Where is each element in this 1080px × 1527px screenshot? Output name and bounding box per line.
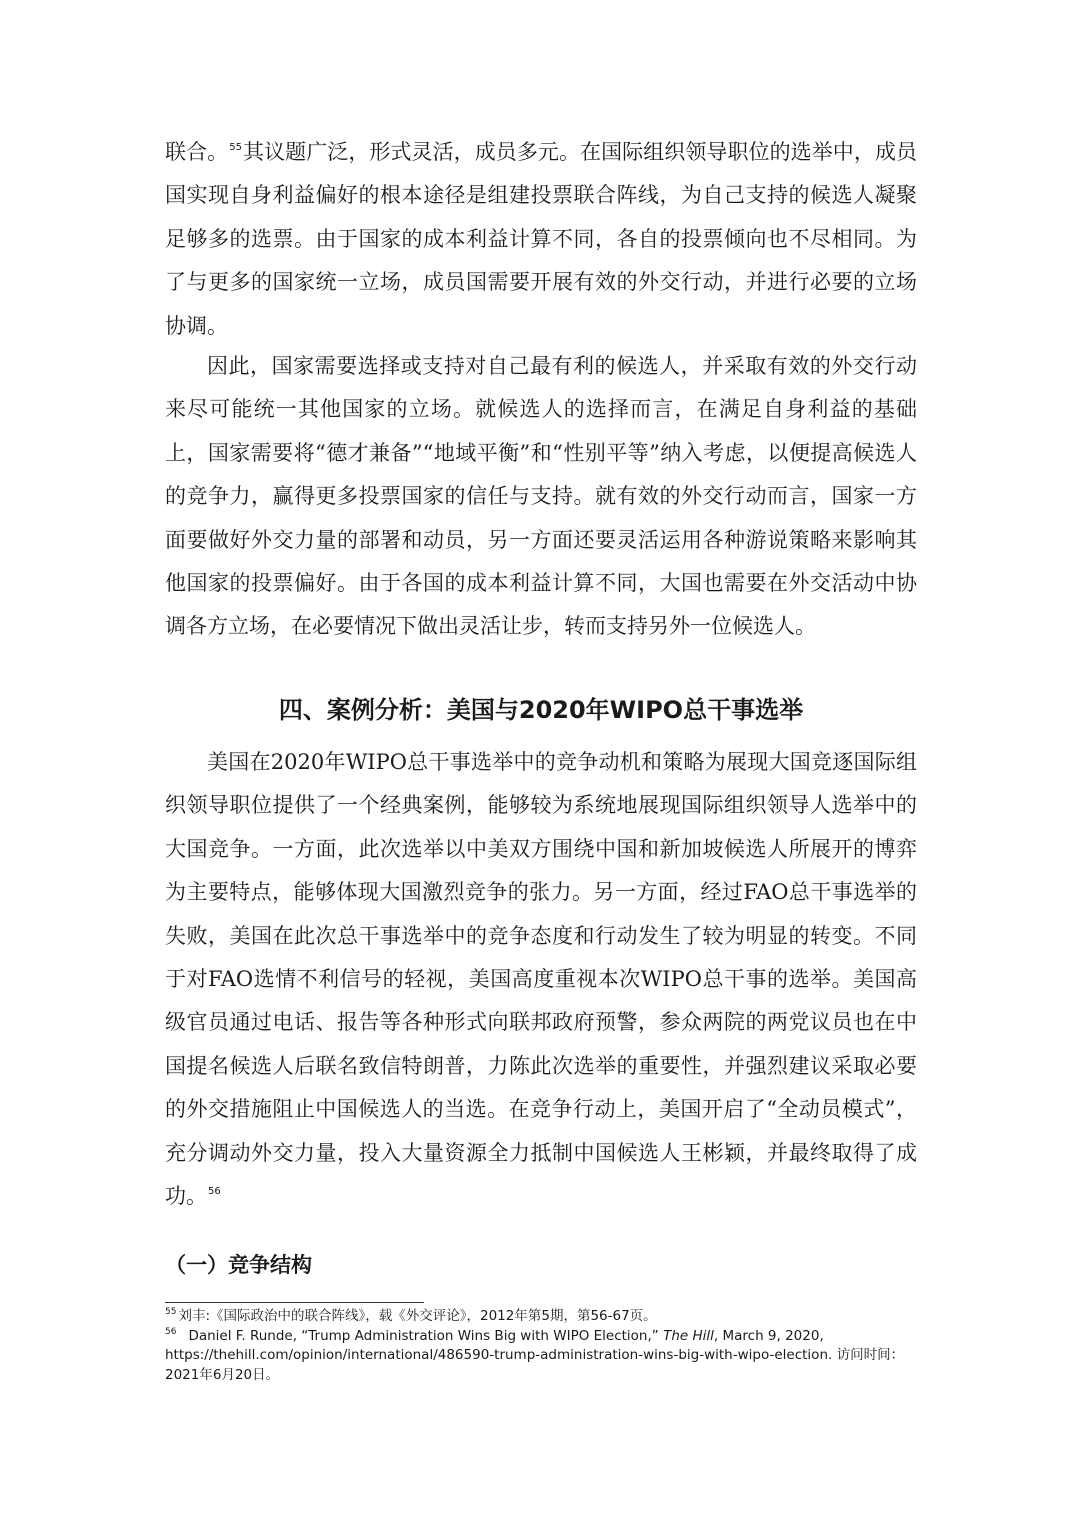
footnote-56-date: , March 9, 2020, bbox=[713, 1327, 824, 1344]
footnote-separator bbox=[165, 1302, 424, 1303]
footnote-56-author-title: Daniel F. Runde, “Trump Administration Wins Big with WIPO Election,” bbox=[188, 1327, 664, 1344]
footnote-ref-56[interactable]: 56 bbox=[208, 1186, 221, 1198]
footnote-marker-55: 55 bbox=[165, 1307, 177, 1317]
footnote-55 bbox=[165, 1307, 925, 1327]
footnote-56-publication: The Hill bbox=[663, 1327, 714, 1344]
paragraph-1-rest: 其议题广泛，形式灵活，成员多元。在国际组织领导职位的选举中，成员国实现自身利益偏好的根本途径是组建投票联合阵线，为自己支持的候选人凝聚足够多的选票。由于国家的成本利益计算不同，各自的投票倾向也不尽相同。为了与更多的国家统一立场，成员国需要开展有效的外交行动，并进行必要的立场协调。 bbox=[165, 140, 918, 338]
footnote-55-text: 刘丰:《国际政治中的联合阵线》，载《外交评论》，2012年第5期，第56-67页。 bbox=[178, 1308, 657, 1324]
body-paragraph-2: 因此，国家需要选择或支持对自己最有利的候选人，并采取有效的外交行动来尽可能统一其他国家的立场。就候选人的选择而言，在满足自身利益的基础上，国家需要将“德才兼备”“地域平衡”和“性别平等”纳入考虑，以便提高候选人的竞争力，赢得更多投票国家的信任与支持。就有效的外交行动而言，国家一方面要做好外交力量的部署和动员，另一方面还要灵活运用各种游说策略来影响其他国家的投票偏好。由于各国的成本利益计算不同，大国也需要在外交活动中协调各方立场，在必要情况下做出灵活让步，转而支持另外一位候选人。 bbox=[165, 354, 917, 639]
footnotes bbox=[165, 1307, 925, 1385]
footnote-marker-56: 56 bbox=[165, 1326, 177, 1337]
footnote-56-url-link[interactable]: https://thehill.com/opinion/international/486590-trump-administration-wins-big-with-wipo-election. bbox=[165, 1347, 833, 1363]
body-paragraph-1 bbox=[165, 131, 917, 348]
body-paragraph-3 bbox=[165, 741, 917, 1218]
paragraph-3-text: 美国在2020年WIPO总干事选举中的竞争动机和策略为展现大国竞逐国际组织领导职位提供了一个经典案例，能够较为系统地展现国际组织领导人选举中的大国竞争。一方面，此次选举以中美双方围绕中国和新加坡候选人所展开的博弈为主要特点，能够体现大国激烈竞争的张力。另一方面，经过FAO总干事选举的失败，美国在此次总干事选举中的竞争态度和行动发生了较为明显的转变。不同于对FAO选情不利信号的轻视，美国高度重视本次WIPO总干事的选举。美国高级官员通过电话、报告等各种形式向联邦政府预警，参众两院的两党议员也在中国提名候选人后联名致信特朗普，力陈此次选举的重要性，并强烈建议采取必要的外交措施阻止中国候选人的当选。在竞争行动上，美国开启了“全动员模式”，充分调动外交力量，投入大量资源全力抵制中国候选人王彬颖，并最终取得了成功。 bbox=[165, 750, 917, 1209]
footnote-ref-55[interactable]: 55 bbox=[229, 142, 242, 153]
paragraph-1-start: 联合。 bbox=[165, 140, 229, 164]
footnote-56 bbox=[165, 1327, 925, 1386]
footnote-56-access-date: 访问时间：2021年6月20日。 bbox=[165, 1347, 905, 1383]
section-heading: 四、案例分析：美国与2020年WIPO总干事选举 bbox=[278, 696, 804, 724]
sub-heading: （一）竞争结构 bbox=[165, 1253, 312, 1277]
